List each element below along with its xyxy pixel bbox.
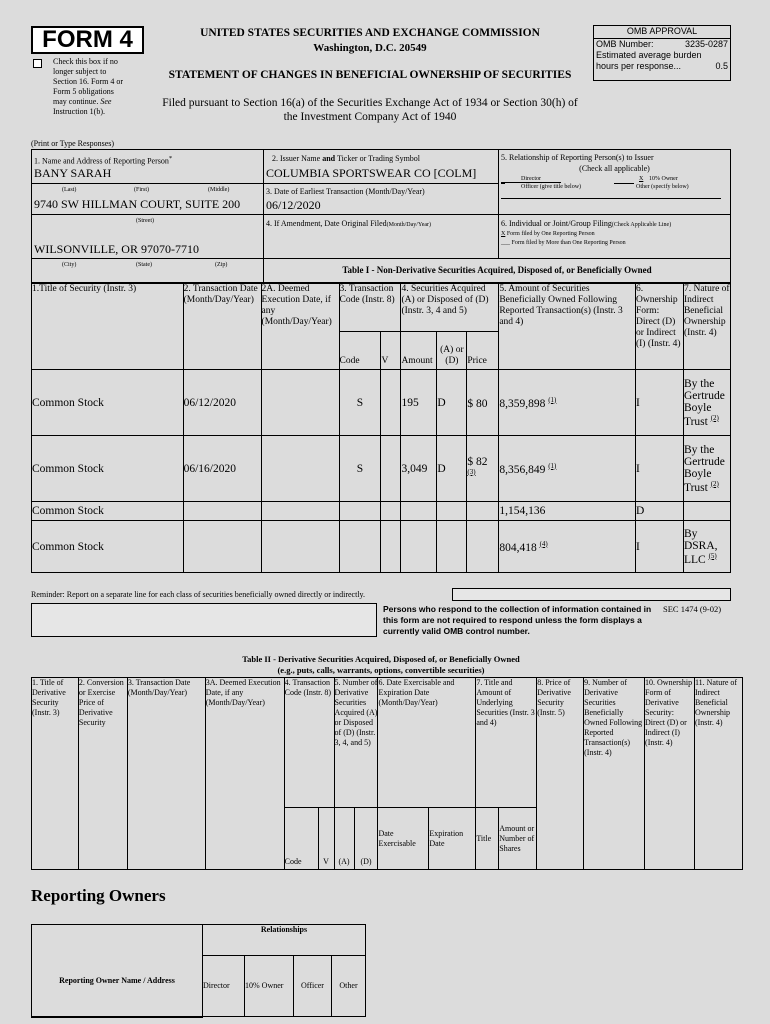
earliest-transaction-date: 06/12/2020 [266, 198, 321, 212]
footnote-link[interactable]: (5) [708, 551, 717, 560]
form-title: FORM 4 [42, 26, 133, 53]
sec-number: SEC 1474 (9-02) [663, 604, 722, 614]
reporting-boxes [31, 149, 731, 283]
box-amendment: 4. If Amendment, Date Original Filed(Month/Day/Year) [264, 215, 499, 259]
reporting-person-address: 9740 SW HILLMAN COURT, SUITE 200 [34, 197, 241, 211]
t1-h-deemed: 2A. Deemed Execution Date, if any (Month/Day/Year) [261, 284, 339, 370]
table-row: Common Stock 06/16/2020 S 3,049 D $ 82 $^{(3)}$ 8,356,849 $^{(1)}$ I By the Gertrude Boyle Trust $^{(2)}$ [32, 436, 731, 502]
persons-respond-notice: Persons who respond to the collection of information contained in this form are not required to respond unless the form displays a currently valid OMB control number. [383, 604, 652, 636]
table2-derivative: 1. Title of Derivative Security (Instr. 3) 2. Conversion or Exercise Price of Derivative Security 3. Transaction Date (Month/Day/Year) 3A. Deemed Execution Date, if any (Month/Day/Year) 4. Transaction Code (Instr. 8) 5. Number of Derivative Securities Acquired (A) or Disposed of (D) (Instr. 3, 4, and 5) 6. Date Exercisable and Expiration Date (Month/Day/Year) 7. Title and Amount of Underlying Securities (Instr. 3 and 4) 8. Price of Derivative Security (Instr. 5) 9. Number of Derivative Securities Beneficially Owned Following Reported Transaction(s) (Instr. 4) 10. Ownership Form of Derivative Security: Direct (D) or Indirect (I) (Instr. 4) 11. Nature of Indirect Beneficial Ownership (Instr. 4) Code V (A) (D) Date Exercisable Expiration Date Title Amount or Number of Shares [31, 677, 743, 870]
omb-approval-box: OMB APPROVAL OMB Number: 3235-0287 Estimated average burden hours per response... 0.5 [593, 25, 731, 81]
t1-h-date: 2. Transaction Date (Month/Day/Year) [183, 284, 261, 370]
filed-pursuant: Filed pursuant to Section 16(a) of the Securities Exchange Act of 1934 or Section 30(h) of the Investment Company Act of 1940 [162, 97, 578, 123]
print-type-note: (Print or Type Responses) [31, 139, 115, 148]
table-row: Common Stock 06/12/2020 S 195 D $ 80 8,359,898 $^{(1)}$ I By the Gertrude Boyle Trust $^{(2)}$ [32, 370, 731, 436]
table-row: Common Stock 1,154,136 D [32, 502, 731, 521]
reminder-text: Reminder: Report on a separate line for each class of securities beneficially owned directly or indirectly. [31, 590, 366, 599]
ten-percent-owner-mark[interactable]: X [639, 176, 644, 182]
form-title-box [31, 26, 144, 54]
reminder-field [452, 588, 731, 601]
blank-box [31, 603, 377, 637]
footnote-link[interactable]: (1) [548, 395, 557, 404]
box-reporting-person: 1. Name and Address of Reporting Person* BANY SARAH (Last) (First) (Middle) 9740 SW HILLMAN COURT, SUITE 200 (Street) WILSONVILLE, OR 97070-7710 (City) (State) (Zip) [32, 150, 264, 282]
table1-title: Table I - Non-Derivative Securities Acquired, Disposed of, or Beneficially Owned [342, 265, 652, 275]
agency-location: Washington, D.C. 20549 [313, 42, 427, 54]
box-filing-type: 6. Individual or Joint/Group Filing(Check Applicable Line) X Form filed by One Reporting Person ___ Form filed by More than One Reporting Person [499, 215, 730, 259]
footnote-link[interactable]: (4) [539, 539, 548, 548]
one-person-mark[interactable]: X [501, 231, 506, 237]
t1-h-securities: 4. Securities Acquired (A) or Disposed of (D) (Instr. 3, 4 and 5) [401, 284, 499, 332]
reporting-person-city: WILSONVILLE, OR 97070-7710 [34, 242, 199, 256]
footnote-link[interactable]: (1) [548, 461, 557, 470]
t1-h-title: 1.Title of Security (Instr. 3) [32, 284, 184, 370]
table1-non-derivative: 1.Title of Security (Instr. 3) 2. Transaction Date (Month/Day/Year) 2A. Deemed Execution Date, if any (Month/Day/Year) 3. Transaction Code (Instr. 8) 4. Securities Acquired (A) or Disposed of (D) (Instr. 3, 4 and 5) 5. Amount of Securities Beneficially Owned Following Reported Transaction(s) (Instr. 3 and 4) 6. Ownership Form: Direct (D) or Indirect (I) (Instr. 4) 7. Nature of Indirect Beneficial Ownership (Instr. 4) Code V Amount (A) or (D) Price Common Stock 06/12/2020 S 195 D $ 80 8,359,898 $^{(1)}$ I By the Gertrude Boyle Trust $^{(2)}$ Common Stock 06/16/2020 S 3,049 D $ 82 $^{(3)}$ 8,356,849 $^{(1)}$ I By the Gertrude Boyle Trust $^{(2)}$ Common Stock 1,154,136 D Common Stock 804,418 $^{(4)}$ I By DSRA, LLC $^{(5)}$ [31, 283, 731, 573]
footnote-link[interactable]: (2) [710, 479, 719, 488]
t1-h-code: 3. Transaction Code (Instr. 8) [339, 284, 401, 332]
reporting-owners-table: Reporting Owner Name / Address Relationships Director 10% Owner Officer Other [31, 924, 366, 1017]
footnote-link[interactable]: (2) [710, 413, 719, 422]
checkbox-instruction: Check this box if no longer subject to Section 16. Form 4 or Form 5 obligations may continue. See Instruction 1(b). [53, 57, 123, 116]
t1-h-form: 6. Ownership Form: Direct (D) or Indirect (I) (Instr. 4) [635, 284, 683, 370]
t1-h-owned: 5. Amount of Securities Beneficially Owned Following Reported Transaction(s) (Instr. 3 and 4) [499, 284, 636, 370]
footnote-link[interactable]: (3) [467, 467, 476, 476]
owner-name-header: Reporting Owner Name / Address [32, 925, 203, 1017]
box-earliest-date: 3. Date of Earliest Transaction (Month/Day/Year) 06/12/2020 [264, 184, 499, 215]
table-row: Common Stock 804,418 $^{(4)}$ I By DSRA, LLC $^{(5)}$ [32, 521, 731, 573]
omb-title: OMB APPROVAL [594, 26, 730, 39]
not-subject-checkbox[interactable] [33, 59, 42, 68]
table2-title: Table II - Derivative Securities Acquired, Disposed of, or Beneficially Owned (e.g., puts, calls, warrants, options, convertible securities) [242, 654, 520, 675]
reporting-owners-heading: Reporting Owners [31, 886, 166, 905]
issuer-name: COLUMBIA SPORTSWEAR CO [COLM] [266, 166, 477, 180]
agency-name: UNITED STATES SECURITIES AND EXCHANGE COMMISSION [200, 27, 540, 39]
statement-title: STATEMENT OF CHANGES IN BENEFICIAL OWNERSHIP OF SECURITIES [168, 69, 572, 81]
t1-h-nature: 7. Nature of Indirect Beneficial Ownership (Instr. 4) [683, 284, 730, 370]
box-issuer: 2. Issuer Name and Ticker or Trading Symbol COLUMBIA SPORTSWEAR CO [COLM] [264, 150, 499, 184]
reporting-person-name: BANY SARAH [34, 166, 112, 180]
box-relationship: 5. Relationship of Reporting Person(s) to Issuer (Check all applicable) Director X 10% Owner Officer (give title below) Other (specify below) [499, 150, 730, 215]
